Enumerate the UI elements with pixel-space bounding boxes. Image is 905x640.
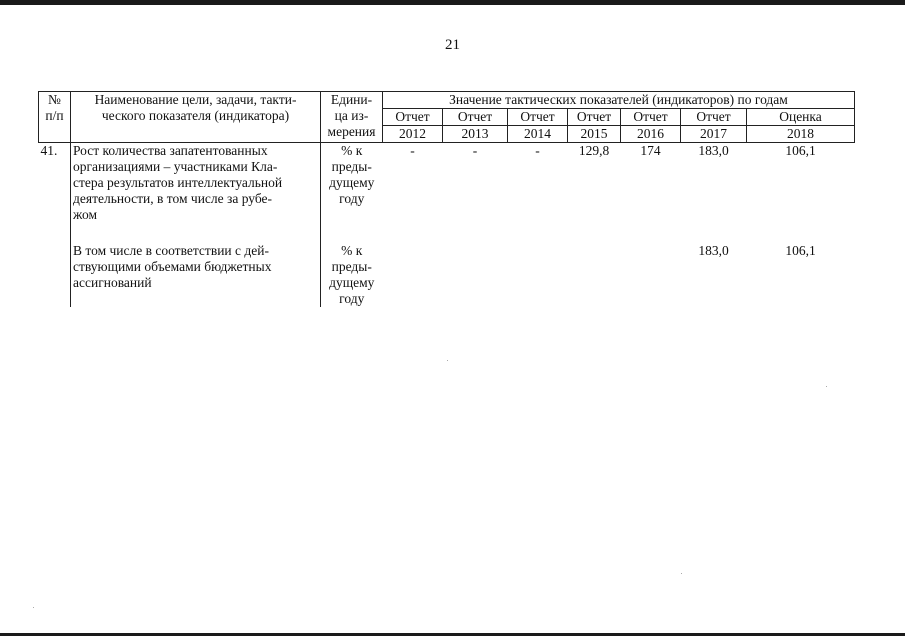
header-values-group: Значение тактических показателей (индикаторов) по годам: [383, 92, 855, 109]
header-kind-2014: Отчет: [508, 109, 568, 126]
header-kind-2013: Отчет: [443, 109, 508, 126]
header-year-2014: 2014: [508, 126, 568, 143]
scan-speck: [681, 573, 682, 574]
scan-speck: [447, 360, 448, 361]
value-2016: 174: [640, 143, 661, 158]
indicator-name: Рост количества запатентованных организациями – участниками Кла- стера результатов интеллектуальной деятельности, в том числе за рубе- жом: [71, 143, 321, 224]
row-number: [39, 243, 71, 307]
value-2012: [383, 243, 443, 307]
value-2014: [508, 243, 568, 307]
row-number: 41.: [40, 143, 58, 158]
value-2015: 129,8: [578, 143, 610, 158]
table-row: [39, 143, 855, 224]
header-kind-2018: Оценка: [747, 109, 855, 126]
value-2018: 106,1: [785, 243, 816, 258]
header-kind-2016: Отчет: [621, 109, 681, 126]
page-number: 21: [445, 37, 460, 53]
value-2014: -: [535, 143, 540, 158]
value-2017: 183,0: [698, 143, 729, 158]
table-row: [39, 243, 855, 307]
unit-of-measure: % к преды- дущему году: [321, 243, 383, 307]
indicator-name: В том числе в соответствии с дей- ствующими объемами бюджетных ассигнований: [71, 243, 321, 307]
value-2012: -: [410, 143, 415, 158]
header-year-2016: 2016: [621, 126, 681, 143]
header-year-2013: 2013: [443, 126, 508, 143]
indicators-table: [38, 91, 855, 307]
header-num: № п/п: [39, 92, 71, 143]
scan-bottom-border: [0, 633, 905, 636]
value-2016: [621, 243, 681, 307]
value-2015: [568, 243, 621, 307]
value-2013: -: [472, 143, 478, 158]
header-year-2017: 2017: [681, 126, 747, 143]
scan-speck: [33, 607, 34, 608]
unit-of-measure: % к преды- дущему году: [321, 143, 383, 224]
header-year-2015: 2015: [568, 126, 621, 143]
scan-speck: [826, 386, 827, 387]
header-year-2018: 2018: [747, 126, 855, 143]
scan-top-border: [0, 0, 905, 5]
value-2017: 183,0: [698, 243, 729, 258]
row-spacer: [39, 223, 855, 243]
header-kind-2017: Отчет: [681, 109, 747, 126]
header-kind-2012: Отчет: [383, 109, 443, 126]
value-2018: 106,1: [785, 143, 816, 158]
header-name: Наименование цели, задачи, такти- ческого показателя (индикатора): [71, 92, 321, 143]
value-2013: [443, 243, 508, 307]
header-year-2012: 2012: [383, 126, 443, 143]
header-kind-2015: Отчет: [568, 109, 621, 126]
header-unit: Едини- ца из- мерения: [321, 92, 383, 143]
